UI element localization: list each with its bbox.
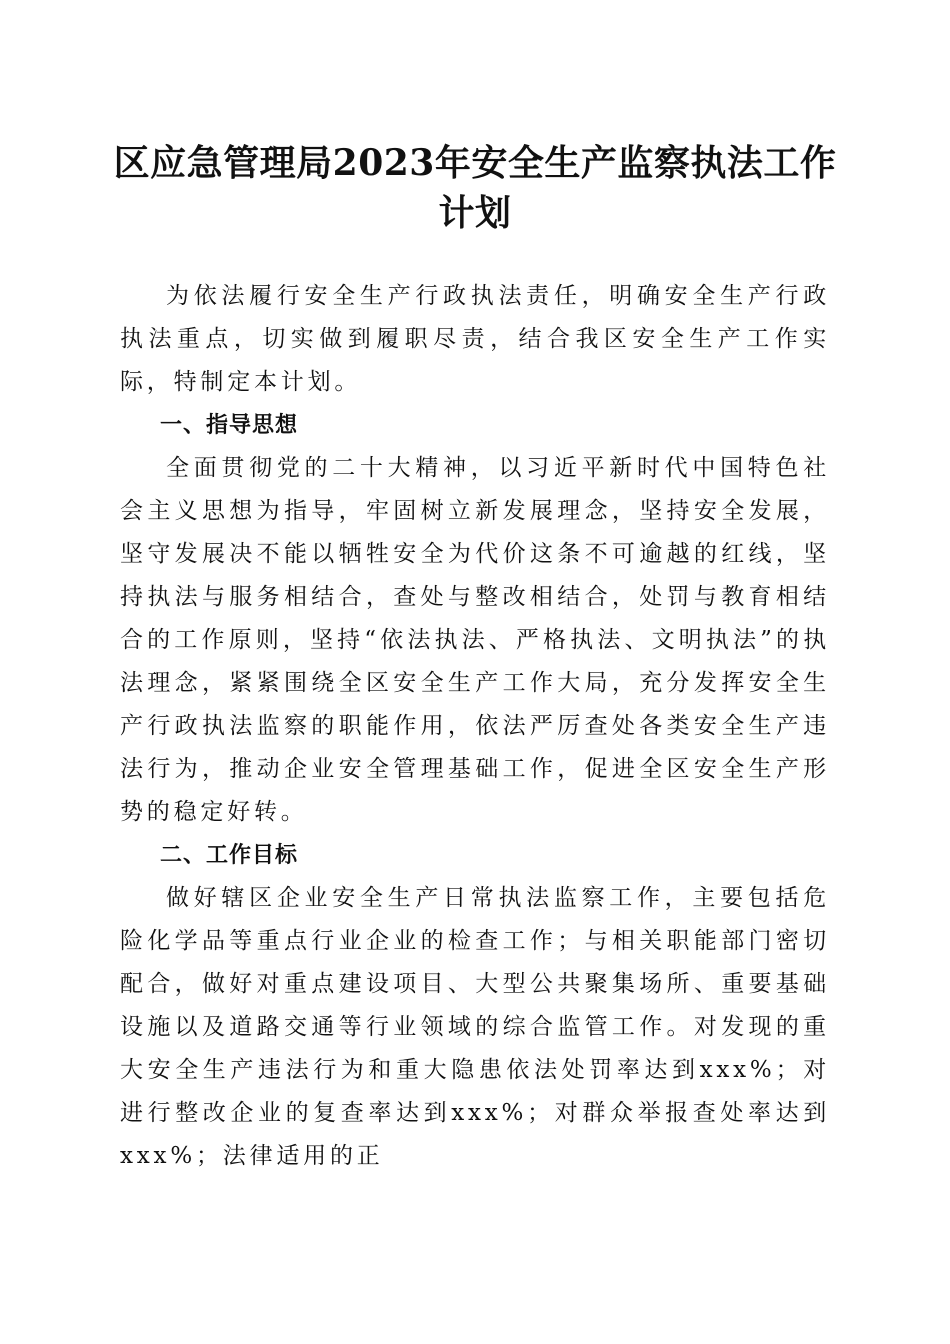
section-heading-work-goals: 二、工作目标	[160, 843, 299, 868]
section-heading-guiding-ideology: 一、指导思想	[160, 413, 299, 438]
section-paragraph-work-goals: 做好辖区企业安全生产日常执法监察工作，主要包括危险化学品等重点行业企业的检查工作；与相关职能部门密切配合，做好对重点建设项目、大型公共聚集场所、重要基础设施以及道路交通等行业领域的综合监管工作。对发现的重大安全生产违法行为和重大隐患依法处罚率达到xxx%；对进行整改企业的复查率达到xxx%；对群众举报查处率达到xxx%；法律适用的正	[120, 885, 830, 1169]
section-paragraph-guiding-ideology: 全面贯彻党的二十大精神，以习近平新时代中国特色社会主义思想为指导，牢固树立新发展理念，坚持安全发展，坚守发展决不能以牺牲安全为代价这条不可逾越的红线，坚持执法与服务相结合，查处与整改相结合，处罚与教育相结合的工作原则，坚持“依法执法、严格执法、文明执法”的执法理念，紧紧围绕全区安全生产工作大局，充分发挥安全生产行政执法监察的职能作用，依法严厉查处各类安全生产违法行为，推动企业安全管理基础工作，促进全区安全生产形势的稳定好转。	[120, 455, 830, 825]
intro-paragraph: 为依法履行安全生产行政执法责任，明确安全生产行政执法重点，切实做到履职尽责，结合我区安全生产工作实际，特制定本计划。	[120, 283, 830, 395]
document-body	[120, 275, 830, 1178]
document-title: 区应急管理局2023年安全生产监察执法工作计划	[113, 142, 837, 234]
